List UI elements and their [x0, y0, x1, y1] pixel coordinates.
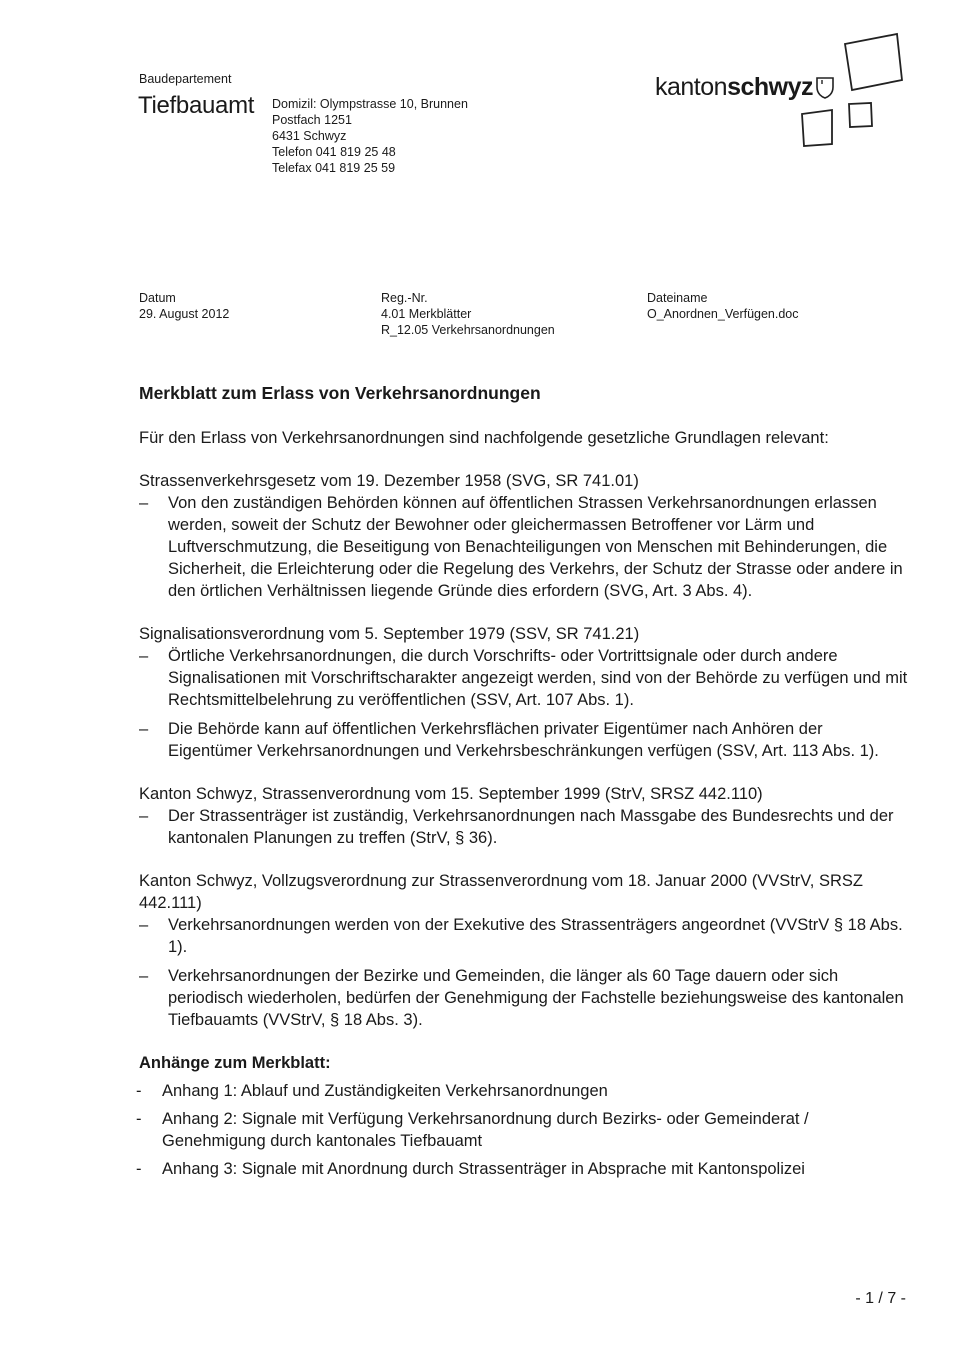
address-line: Telefon 041 819 25 48	[272, 145, 396, 159]
list-item	[139, 805, 909, 849]
list-item	[139, 492, 909, 602]
dash-marker: –	[139, 720, 149, 738]
meta-date	[139, 290, 229, 322]
canton-logo-wordmark	[655, 73, 813, 102]
law-section	[139, 783, 909, 849]
list-item-text: Von den zuständigen Behörden können auf öffentlichen Strassen Verkehrsanordnungen erlassen werden, soweit der Schutz der Bewohner oder gleichermassen Betroffener vor Lärm und Luftverschmutzung, die Beseitigung von Benachteiligungen von Menschen mit Behinderungen, die Sicherheit, die Erleichterung oder die Regelung des Verkehrs, der Schutz der Strasse oder andere in den örtlichen Verhältnissen liegende Gründe dies erfordern (SVG, Art. 3 Abs. 4).	[168, 494, 903, 600]
annex-item-text: Anhang 3: Signale mit Anordnung durch Strassenträger in Absprache mit Kantonspolizei	[162, 1160, 805, 1178]
date-label: Datum	[139, 291, 176, 305]
address-block	[272, 96, 532, 176]
page-number: - 1 / 7 -	[855, 1290, 906, 1307]
list-item-text: Die Behörde kann auf öffentlichen Verkehrsflächen privater Eigentümer nach Anhören der Eigentümer Verkehrsanordnungen und Verkehrsbeschränkungen verfügen (SSV, Art. 113 Abs. 1).	[168, 720, 879, 760]
dash-marker: –	[139, 647, 149, 665]
section-list	[139, 805, 909, 849]
section-list	[139, 492, 909, 602]
annex-item-text: Anhang 1: Ablauf und Zuständigkeiten Verkehrsanordnungen	[162, 1082, 608, 1100]
list-item	[139, 645, 909, 711]
annex-marker: -	[136, 1082, 142, 1100]
dash-marker: –	[139, 916, 149, 934]
reg-line: 4.01 Merkblätter	[381, 307, 472, 321]
list-item-text: Verkehrsanordnungen werden von der Exekutive des Strassenträgers angeordnet (VVStrV § 18 Abs. 1).	[168, 916, 903, 956]
section-heading: Signalisationsverordnung vom 5. September 1979 (SSV, SR 741.21)	[139, 625, 640, 643]
file-value: O_Anordnen_Verfügen.doc	[647, 307, 799, 321]
list-item	[139, 965, 909, 1031]
list-item-text: Der Strassenträger ist zuständig, Verkehrsanordnungen nach Massgabe des Bundesrechts und der kantonalen Planungen zu treffen (StrV, § 36).	[168, 807, 894, 847]
annex-item	[136, 1080, 909, 1102]
list-item-text: Verkehrsanordnungen der Bezirke und Gemeinden, die länger als 60 Tage dauern oder sich periodisch wiederholen, bedürfen der Genehmigung der Fachstelle beziehungsweise des kantonalen Tiefbauamts (VVStrV, § 18 Abs. 3).	[168, 967, 904, 1029]
section-heading: Kanton Schwyz, Strassenverordnung vom 15. September 1999 (StrV, SRSZ 442.110)	[139, 785, 763, 803]
section-list	[139, 914, 909, 1031]
address-line: 6431 Schwyz	[272, 129, 347, 143]
annex-item	[136, 1108, 909, 1152]
dash-marker: –	[139, 494, 149, 512]
document-body	[136, 427, 909, 1186]
law-section	[139, 623, 909, 762]
file-label: Dateiname	[647, 291, 708, 305]
annex-marker: -	[136, 1110, 142, 1128]
address-line: Domizil: Olympstrasse 10, Brunnen	[272, 97, 468, 111]
logo-bold: schwyz	[727, 73, 813, 101]
date-value: 29. August 2012	[139, 307, 230, 321]
list-item-text: Örtliche Verkehrsanordnungen, die durch Vorschrifts- oder Vortrittsignale oder durch andere Signalisationen mit Vorschriftscharakter angezeigt werden, sind von der Behörde zu verfügen und mit Rechtsmittelbelehrung zu veröffentlichen (SSV, Art. 107 Abs. 1).	[168, 647, 908, 709]
list-item	[139, 914, 909, 958]
section-list	[139, 645, 909, 762]
meta-file	[647, 290, 799, 322]
dash-marker: –	[139, 807, 149, 825]
address-line: Postfach 1251	[272, 113, 352, 127]
section-heading: Kanton Schwyz, Vollzugsverordnung zur Strassenverordnung vom 18. Januar 2000 (VVStrV, SRSZ 442.111)	[139, 872, 863, 912]
section-heading: Strassenverkehrsgesetz vom 19. Dezember 1958 (SVG, SR 741.01)	[139, 472, 639, 490]
list-item	[139, 718, 909, 762]
law-section	[139, 870, 909, 1031]
reg-line: R_12.05 Verkehrsanordnungen	[381, 323, 555, 337]
annex-title: Anhänge zum Merkblatt:	[139, 1054, 331, 1072]
logo-prefix: kanton	[655, 73, 728, 101]
intro-paragraph: Für den Erlass von Verkehrsanordnungen sind nachfolgende gesetzliche Grundlagen relevant:	[139, 429, 829, 447]
annex-item-text: Anhang 2: Signale mit Verfügung Verkehrsanordnung durch Bezirks- oder Gemeinderat / Genehmigung durch kantonales Tiefbauamt	[162, 1110, 809, 1150]
address-line: Telefax 041 819 25 59	[272, 161, 396, 175]
department-label: Baudepartement	[139, 72, 232, 86]
reg-label: Reg.-Nr.	[381, 291, 428, 305]
annex-marker: -	[136, 1160, 142, 1178]
annex-list	[136, 1080, 909, 1180]
annex-item	[136, 1158, 909, 1180]
canton-logo-squares-icon	[800, 32, 910, 152]
meta-reg	[381, 290, 555, 338]
law-section	[139, 470, 909, 602]
dash-marker: –	[139, 967, 149, 985]
document-title: Merkblatt zum Erlass von Verkehrsanordnungen	[139, 383, 541, 403]
office-name: Tiefbauamt	[138, 92, 255, 119]
